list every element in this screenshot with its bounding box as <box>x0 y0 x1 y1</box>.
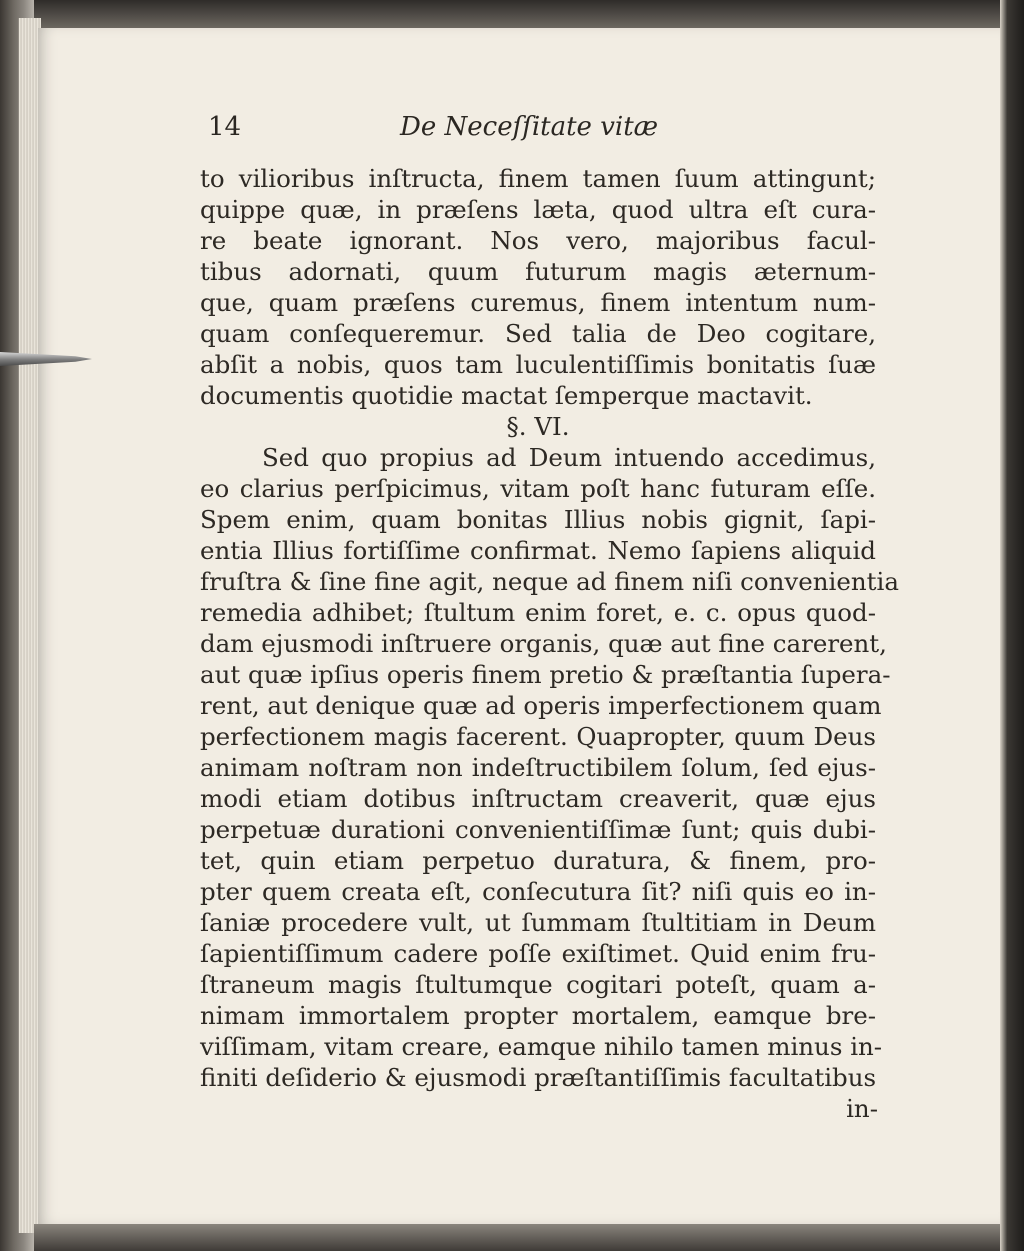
text-line: nimam immortalem propter mortalem, eamque bre- <box>200 1001 876 1030</box>
book-bottom-edge <box>34 1224 1000 1251</box>
text-line: abſit a nobis, quos tam luculentiſſimis bonitatis ſuæ <box>200 350 876 379</box>
page-number: 14 <box>208 112 242 142</box>
text-line: viſſimam, vitam creare, eamque nihilo tamen minus in- <box>200 1032 883 1061</box>
section-heading: §. VI. <box>506 412 570 441</box>
text-line: ſaniæ procedere vult, ut ſummam ſtultitiam in Deum <box>200 908 876 937</box>
text-line: ſapientiſſimum cadere poſſe exiſtimet. Quid enim fru- <box>200 939 876 968</box>
text-line: perpetuæ durationi convenientiſſimæ ſunt; quis dubi- <box>200 815 876 844</box>
text-line: Sed quo propius ad Deum intuendo accedimus, <box>262 443 876 472</box>
text-line: rent, aut denique quæ ad operis imperfectionem quam <box>200 691 882 720</box>
text-line: Spem enim, quam bonitas Illius nobis gignit, ſapi- <box>200 505 876 534</box>
book-top-edge <box>34 0 1000 28</box>
text-line: fruſtra & ſine fine agit, neque ad finem niſi convenientia <box>200 567 899 596</box>
text-line: quippe quæ, in præſens læta, quod ultra eſt cura- <box>200 195 876 224</box>
text-line: re beate ignorant. Nos vero, majoribus facul- <box>200 226 876 255</box>
text-line: documentis quotidie mactat ſemperque mactavit. <box>200 381 813 410</box>
book-gutter-right <box>1000 0 1024 1251</box>
text-line: que, quam præſens curemus, finem intentum num- <box>200 288 876 317</box>
text-line: finiti deſiderio & ejusmodi præſtantiſſimis facultatibus <box>200 1063 877 1092</box>
text-line: quam conſequeremur. Sed talia de Deo cogitare, <box>200 319 876 348</box>
text-line: aut quæ ipſius operis finem pretio & præſtantia ſupera- <box>200 660 891 689</box>
text-line: pter quem creata eſt, conſecutura ſit? niſi quis eo in- <box>200 877 876 906</box>
text-line: modi etiam dotibus inſtructam creaverit, quæ ejus <box>200 784 876 813</box>
text-line: ſtraneum magis ſtultumque cogitari poteſt, quam a- <box>200 970 876 999</box>
catchword: in- <box>846 1094 878 1123</box>
text-line: dam ejusmodi inſtruere organis, quæ aut fine carerent, <box>200 629 887 658</box>
text-line: animam noſtram non indeſtructibilem ſolum, ſed ejus- <box>200 753 876 782</box>
text-line: to vilioribus inſtructa, finem tamen ſuum attingunt; <box>200 164 876 193</box>
text-line: eo clarius perſpicimus, vitam poſt hanc futuram eſſe. <box>200 474 876 503</box>
running-title: De Neceſſitate vitæ <box>400 112 659 142</box>
page-header <box>200 108 880 152</box>
text-line: tet, quin etiam perpetuo duratura, & finem, pro- <box>200 846 876 875</box>
text-line: entia Illius fortiſſime confirmat. Nemo ſapiens aliquid <box>200 536 876 565</box>
text-line: perfectionem magis facerent. Quapropter, quum Deus <box>200 722 876 751</box>
text-line: remedia adhibet; ſtultum enim foret, e. c. opus quod- <box>200 598 876 627</box>
body-text <box>200 163 899 1093</box>
text-line: tibus adornati, quum futurum magis æternum- <box>200 257 876 286</box>
